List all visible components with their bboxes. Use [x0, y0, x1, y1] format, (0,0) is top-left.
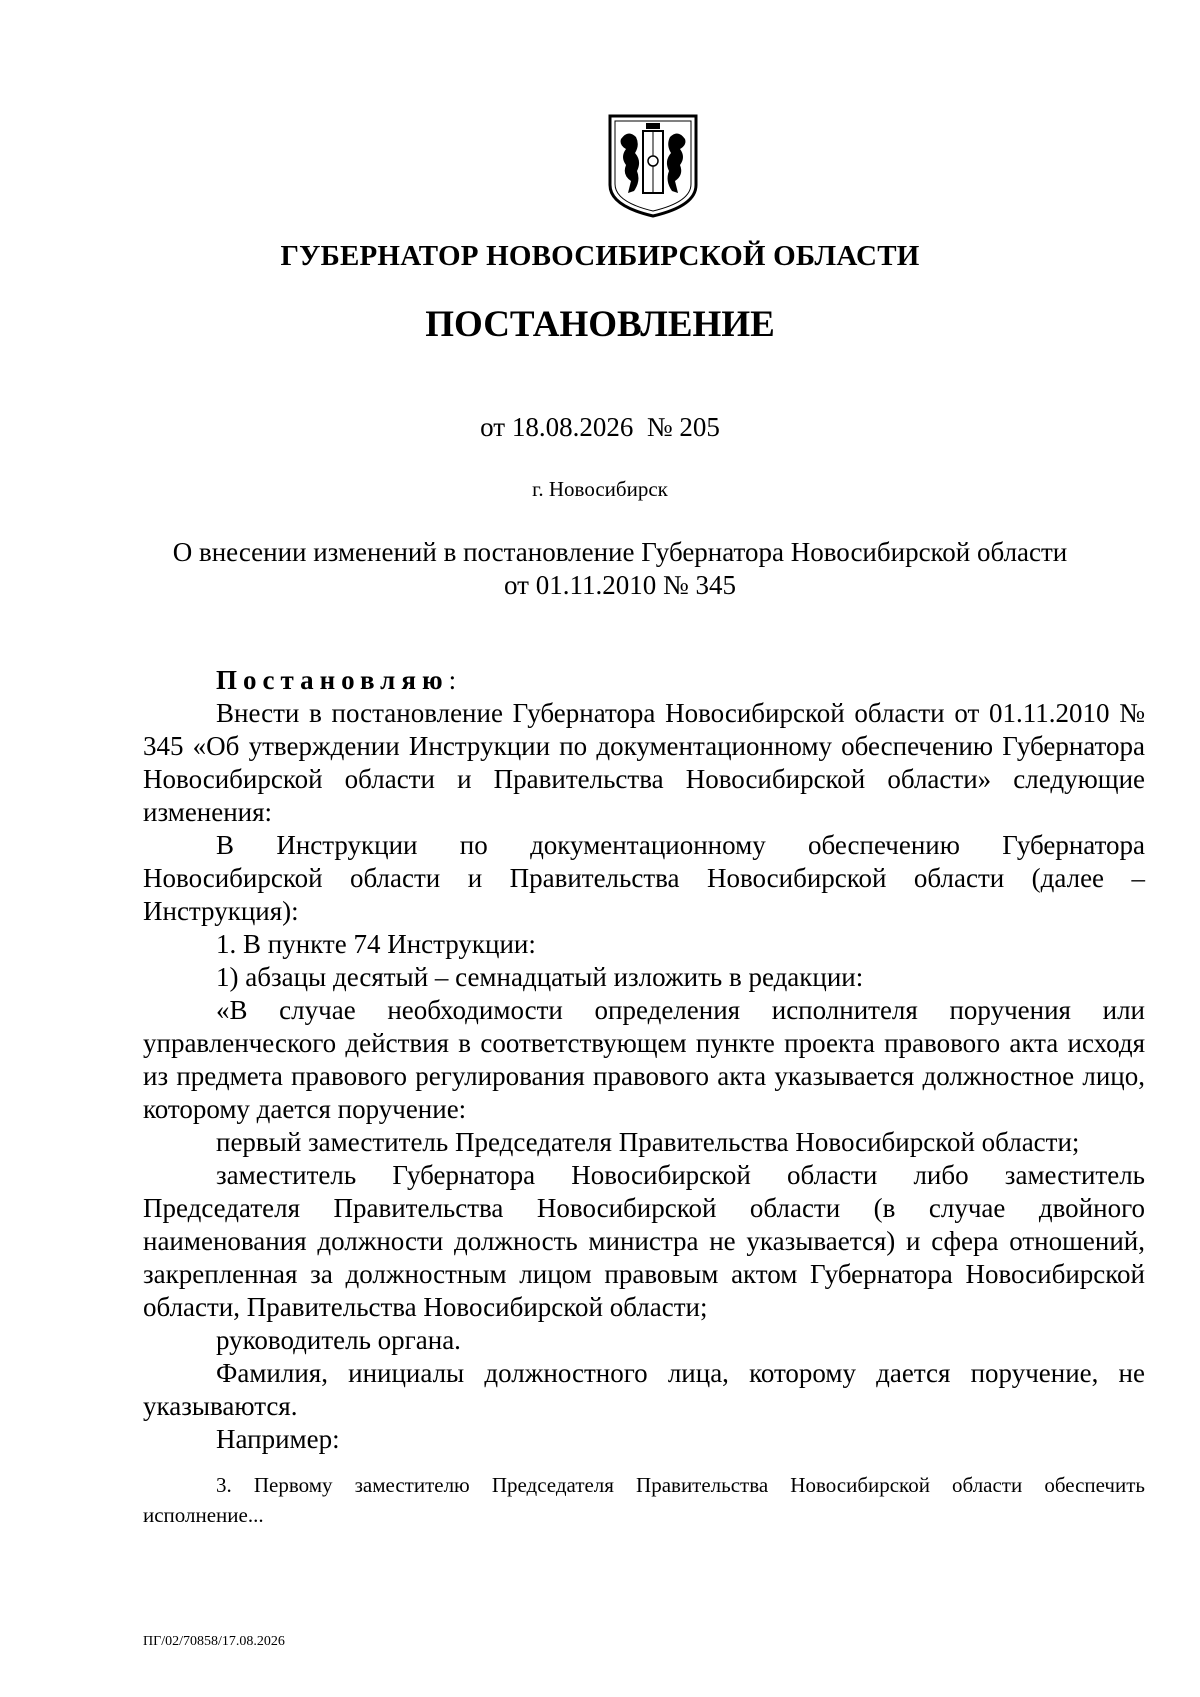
document-date-number: от 18.08.2026 № 205 — [480, 412, 720, 442]
body-paragraph: «В случае необходимости определения исполнителя поручения или управленческого действия в соответствующем пункте проекта правового акта исходя из предмета правового регулирования правового акта указывается должностное лицо, которому дается поручение: — [143, 995, 1145, 1124]
body-paragraph: первый заместитель Председателя Правительства Новосибирской области; — [216, 1127, 1080, 1157]
document-body — [143, 664, 1145, 1456]
coat-of-arms-icon — [606, 113, 700, 219]
decree-heading — [143, 664, 1145, 697]
body-paragraph: Фамилия, инициалы должностного лица, которому дается поручение, не указываются. — [143, 1358, 1145, 1421]
body-paragraph: В Инструкции по документационному обеспечению Губернатора Новосибирской области и Правительства Новосибирской области (далее – Инструкция): — [143, 830, 1145, 926]
subject-line-1: О внесении изменений в постановление Губернатора Новосибирской области — [172, 537, 1068, 567]
body-paragraph: руководитель органа. — [216, 1325, 461, 1355]
subject-line-2: от 01.11.2010 № 345 — [504, 570, 736, 600]
body-paragraph: Внести в постановление Губернатора Новосибирской области от 01.11.2010 № 345 «Об утверждении Инструкции по документационному обеспечению Губернатора Новосибирской области и Правительства Новосибирской области» следующие изменения: — [143, 698, 1145, 827]
decree-word: Постановляю — [216, 665, 449, 695]
body-paragraph: 1) абзацы десятый – семнадцатый изложить в редакции: — [216, 962, 864, 992]
document-type-title: ПОСТАНОВЛЕНИЕ — [425, 304, 775, 345]
document-city: г. Новосибирск — [532, 477, 668, 501]
body-paragraph: заместитель Губернатора Новосибирской области либо заместитель Председателя Правительства Новосибирской области (в случае двойного наименования должности должность министра не указывается) и сфера отношений, закрепленная за должностным лицом правовым актом Губернатора Новосибирской области, Правительства Новосибирской области; — [143, 1160, 1145, 1322]
decree-colon: : — [448, 665, 457, 695]
body-paragraph: 1. В пункте 74 Инструкции: — [216, 929, 536, 959]
organization-title: ГУБЕРНАТОР НОВОСИБИРСКОЙ ОБЛАСТИ — [280, 240, 920, 272]
body-paragraph: Например: — [216, 1424, 340, 1454]
example-text: 3. Первому заместителю Председателя Правительства Новосибирской области обеспечить исполнение... — [143, 1473, 1145, 1527]
document-registration-code: ПГ/02/70858/17.08.2026 — [143, 1634, 285, 1649]
document-subject — [150, 536, 1090, 602]
